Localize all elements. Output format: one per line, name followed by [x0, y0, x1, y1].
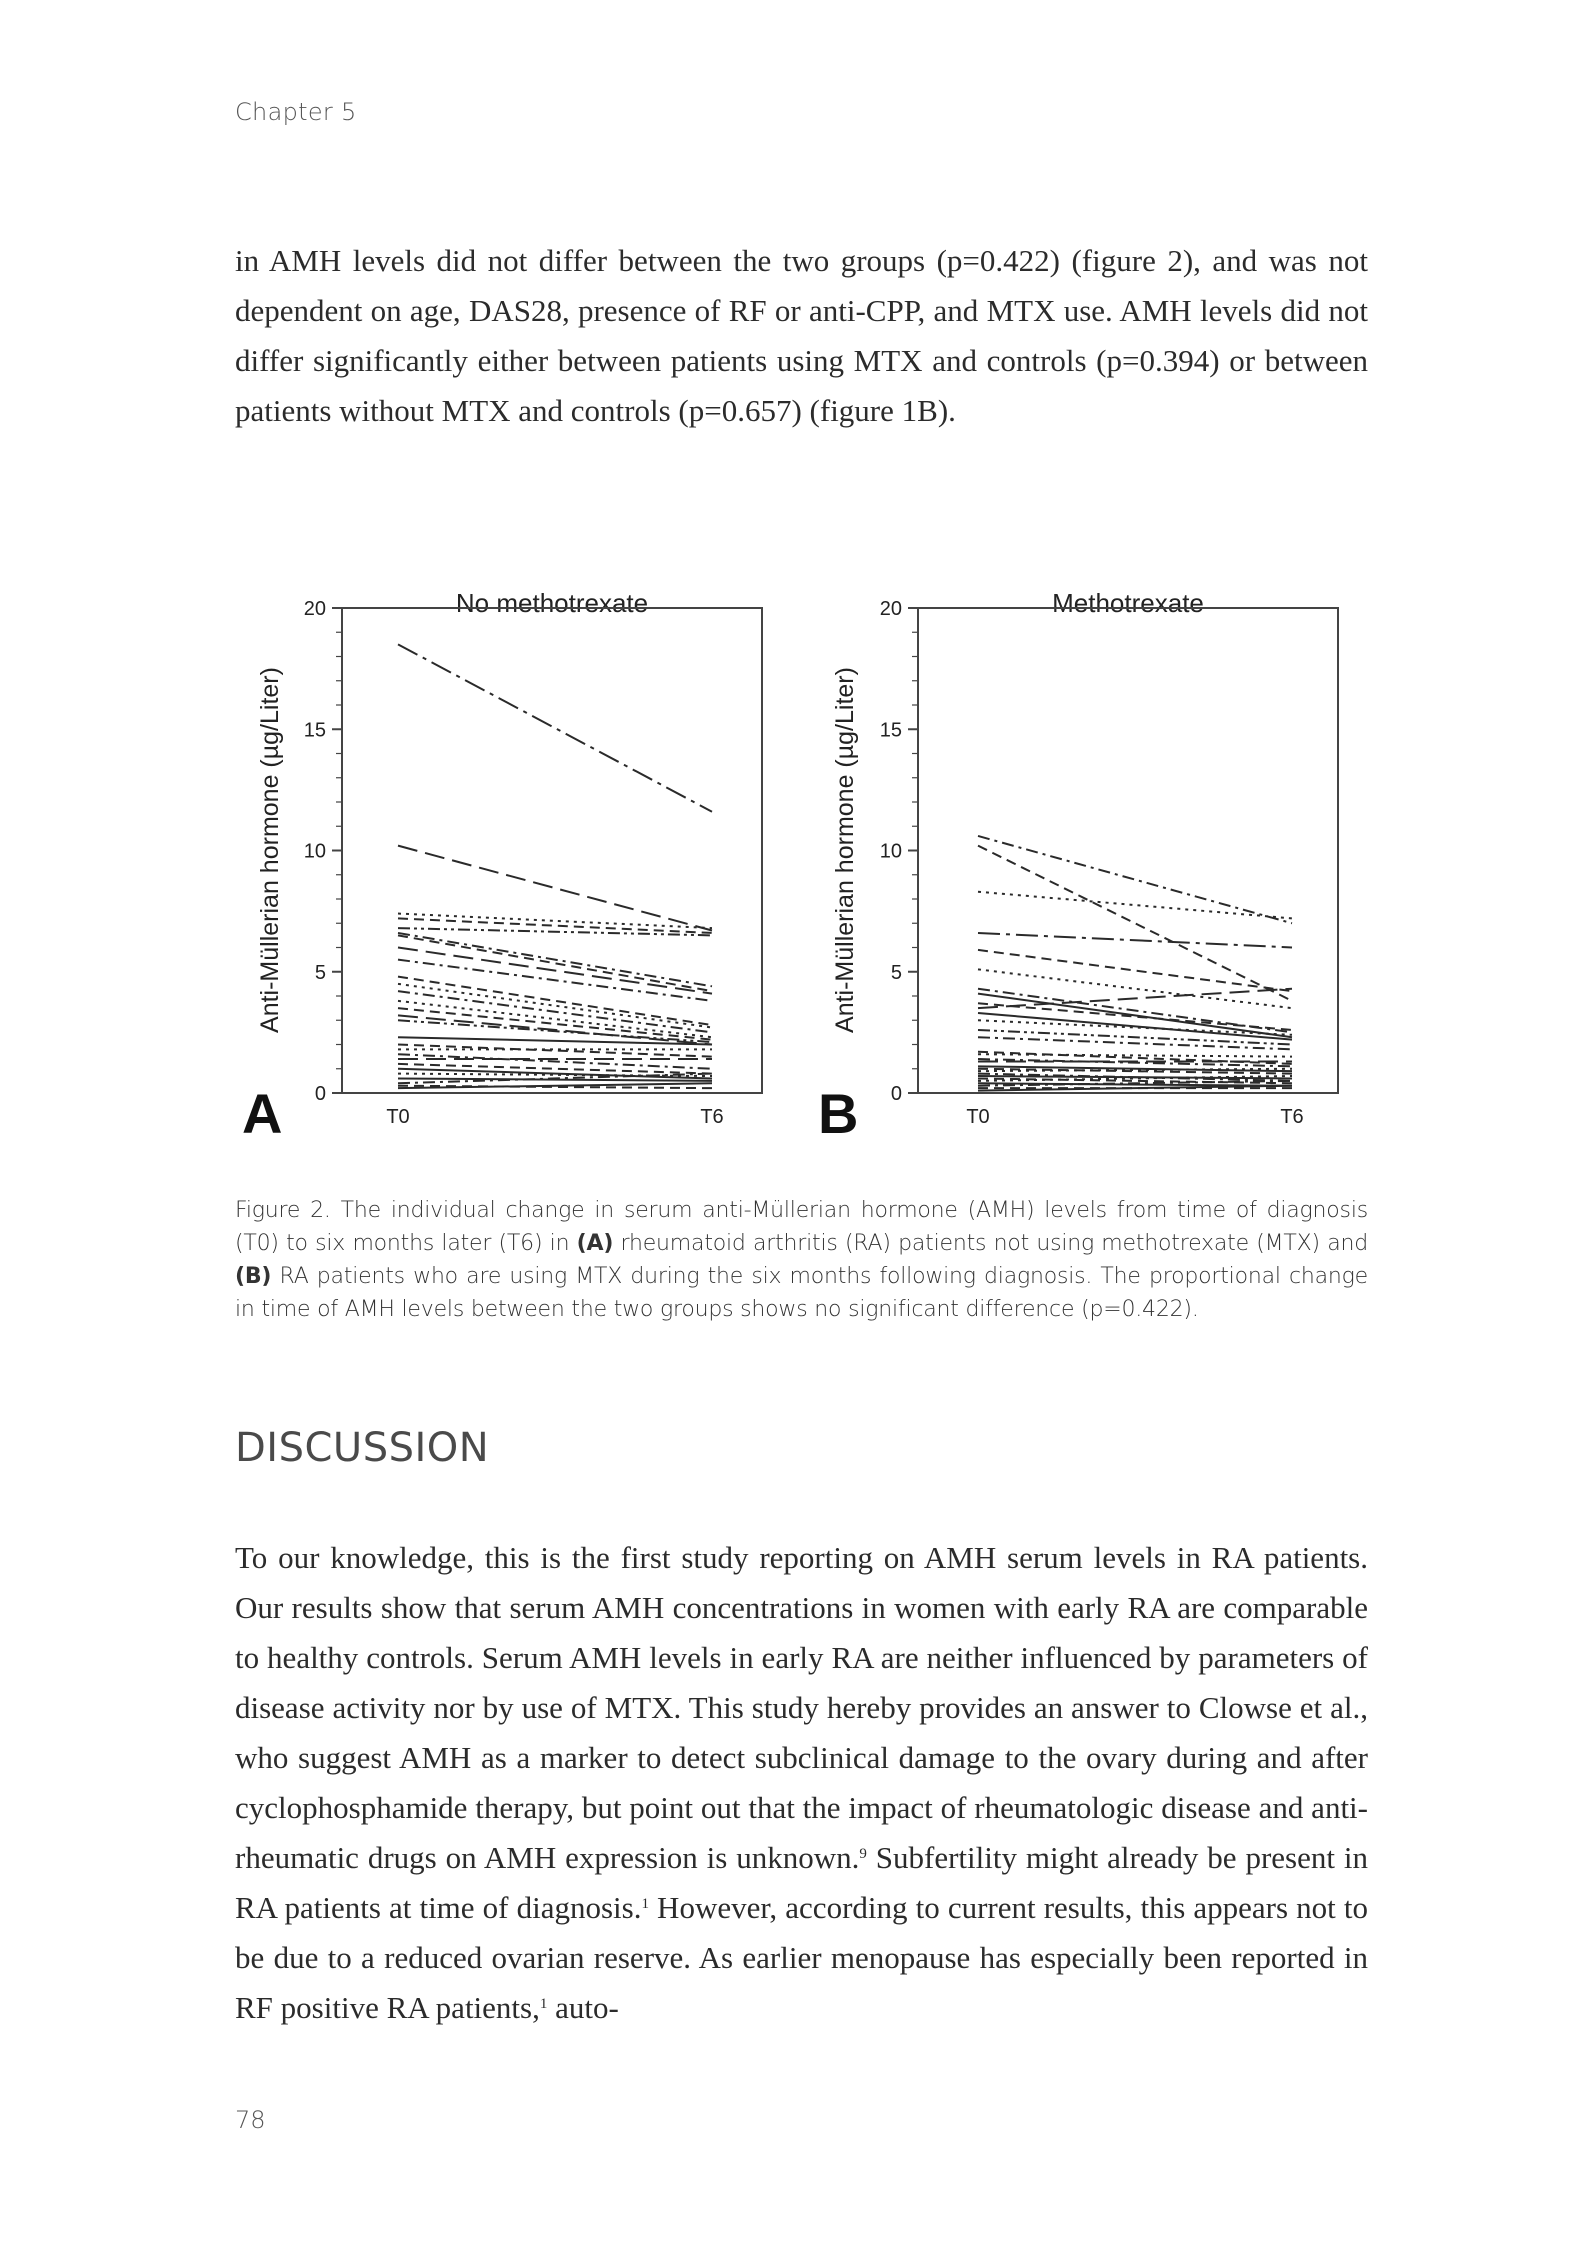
panel-a-series-line-1 [398, 644, 712, 811]
body-paragraph-discussion [235, 1533, 1368, 2033]
caption-label-b: (B) [235, 1264, 272, 1289]
caption-text-1: Figure 2. The individual change in serum anti-Müllerian hormone (AMH) levels from time of diagnosis (T0) to six months later (T6) in [235, 1198, 1368, 1256]
discussion-text-4: auto- [547, 1990, 619, 2025]
panel-b-y-tick-label: 15 [879, 719, 902, 742]
panel-b-series [978, 836, 1292, 1091]
panel-b-y-tick-label: 20 [879, 598, 902, 620]
panel-a-series-line-10 [398, 977, 712, 1026]
panel-b-series-line-1 [978, 836, 1292, 923]
panel-a-series-line-11 [398, 984, 712, 1028]
panel-a-y-tick-label: 10 [303, 840, 326, 863]
citation-ref: 1 [641, 1896, 649, 1912]
panel-a-title: No methotrexate [455, 588, 649, 618]
panel-a [242, 588, 762, 1145]
panel-b-series-line-4 [978, 933, 1292, 948]
panel-a-y-axis-label: Anti-Müllerian hormone (µg/Liter) [256, 667, 284, 1033]
discussion-text-3: However, according to current results, this appears not to be due to a reduced ovarian reserve. As earlier menopause has especially been reported in RF positive RA patients, [235, 1890, 1368, 2025]
panel-a-y-tick-label: 15 [303, 719, 326, 742]
panel-b-series-line-10 [978, 989, 1292, 1008]
panel-a-series [398, 644, 712, 1088]
running-head: Chapter 5 [235, 98, 357, 126]
panel-b-series-line-8 [978, 994, 1292, 1038]
discussion-text-2: Subfertility might already be present in RA patients at time of diagnosis. [235, 1840, 1368, 1925]
panel-b [818, 588, 1338, 1145]
panel-a-series-line-12 [398, 991, 712, 1032]
panel-a-series-line-5 [398, 928, 712, 935]
panel-a-y-tick-label: 5 [314, 961, 326, 984]
figure-caption [235, 1194, 1368, 1326]
panel-b-y-tick-label: 5 [890, 961, 902, 984]
panel-a-series-line-7 [398, 935, 712, 991]
panel-b-series-line-5 [978, 950, 1292, 991]
caption-text-2: rheumatoid arthritis (RA) patients not using methotrexate (MTX) and [613, 1231, 1368, 1256]
page-number: 78 [235, 2106, 266, 2134]
panel-a-series-line-23 [398, 1069, 712, 1079]
panel-b-series-line-14 [978, 1037, 1292, 1049]
panel-a-x-tick-t6: T6 [700, 1106, 724, 1128]
panel-a-series-line-6 [398, 933, 712, 986]
citation-ref: 9 [859, 1846, 867, 1862]
panel-b-series-line-16 [978, 1054, 1292, 1056]
figure-2-chart [230, 560, 1370, 1160]
figure-2 [230, 560, 1370, 1160]
panel-b-x-tick-t0: T0 [966, 1106, 990, 1128]
caption-label-a: (A) [576, 1231, 614, 1256]
caption-text-3: RA patients who are using MTX during the six months following diagnosis. The proportional change in time of AMH levels between the two groups shows no significant difference (p=0.422). [235, 1264, 1368, 1322]
panel-b-series-line-6 [978, 969, 1292, 1008]
panel-a-series-line-20 [398, 1054, 712, 1069]
panel-b-series-line-29 [978, 1086, 1292, 1091]
panel-a-series-line-22 [398, 1064, 712, 1074]
panel-b-x-tick-t6: T6 [1280, 1106, 1304, 1128]
panel-a-series-line-3 [398, 914, 712, 929]
panel-a-series-line-2 [398, 846, 712, 931]
body-paragraph-intro: in AMH levels did not differ between the two groups (p=0.422) (figure 2), and was not dependent on age, DAS28, presence of RF or anti-CPP, and MTX use. AMH levels did not differ significantly either between patients using MTX and controls (p=0.394) or between patients without MTX and controls (p=0.657) (figure 1B). [235, 243, 1368, 428]
panel-a-y-tick-label: 20 [303, 598, 326, 620]
panel-b-y-axis [880, 598, 918, 1105]
panel-b-series-line-17 [978, 1059, 1292, 1066]
panel-a-y-axis [304, 598, 342, 1105]
panel-b-title: Methotrexate [1052, 588, 1204, 618]
panel-a-series-line-8 [398, 948, 712, 994]
panel-a-label: A [242, 1082, 283, 1145]
panel-a-series-line-18 [398, 1045, 712, 1057]
panel-a-series-line-28 [398, 1083, 712, 1088]
section-heading-discussion: DISCUSSION [235, 1425, 490, 1471]
panel-b-y-tick-label: 0 [890, 1083, 902, 1105]
discussion-text-1: To our knowledge, this is the first study reporting on AMH serum levels in RA patients. Our results show that serum AMH concentrations in women with early RA are comparable to healthy controls. Serum AMH levels in early RA are neither influenced by parameters of disease activity nor by use of MTX. This study hereby provides an answer to Clowse et al., who suggest AMH as a marker to detect subclinical damage to the ovary during and after cyclophosphamide therapy, but point out that the impact of rheumatologic disease and anti-rheumatic drugs on AMH expression is unknown. [235, 1540, 1368, 1875]
panel-a-x-tick-t0: T0 [386, 1106, 410, 1128]
panel-b-label: B [818, 1082, 859, 1145]
panel-b-series-line-3 [978, 892, 1292, 919]
citation-ref: 1 [539, 1996, 548, 2012]
panel-a-y-tick-label: 0 [314, 1083, 326, 1105]
panel-b-y-tick-label: 10 [879, 840, 902, 863]
panel-b-y-axis-label: Anti-Müllerian hormone (µg/Liter) [831, 667, 859, 1033]
panel-b-series-line-2 [978, 846, 1292, 1001]
panel-a-series-line-9 [398, 960, 712, 1001]
